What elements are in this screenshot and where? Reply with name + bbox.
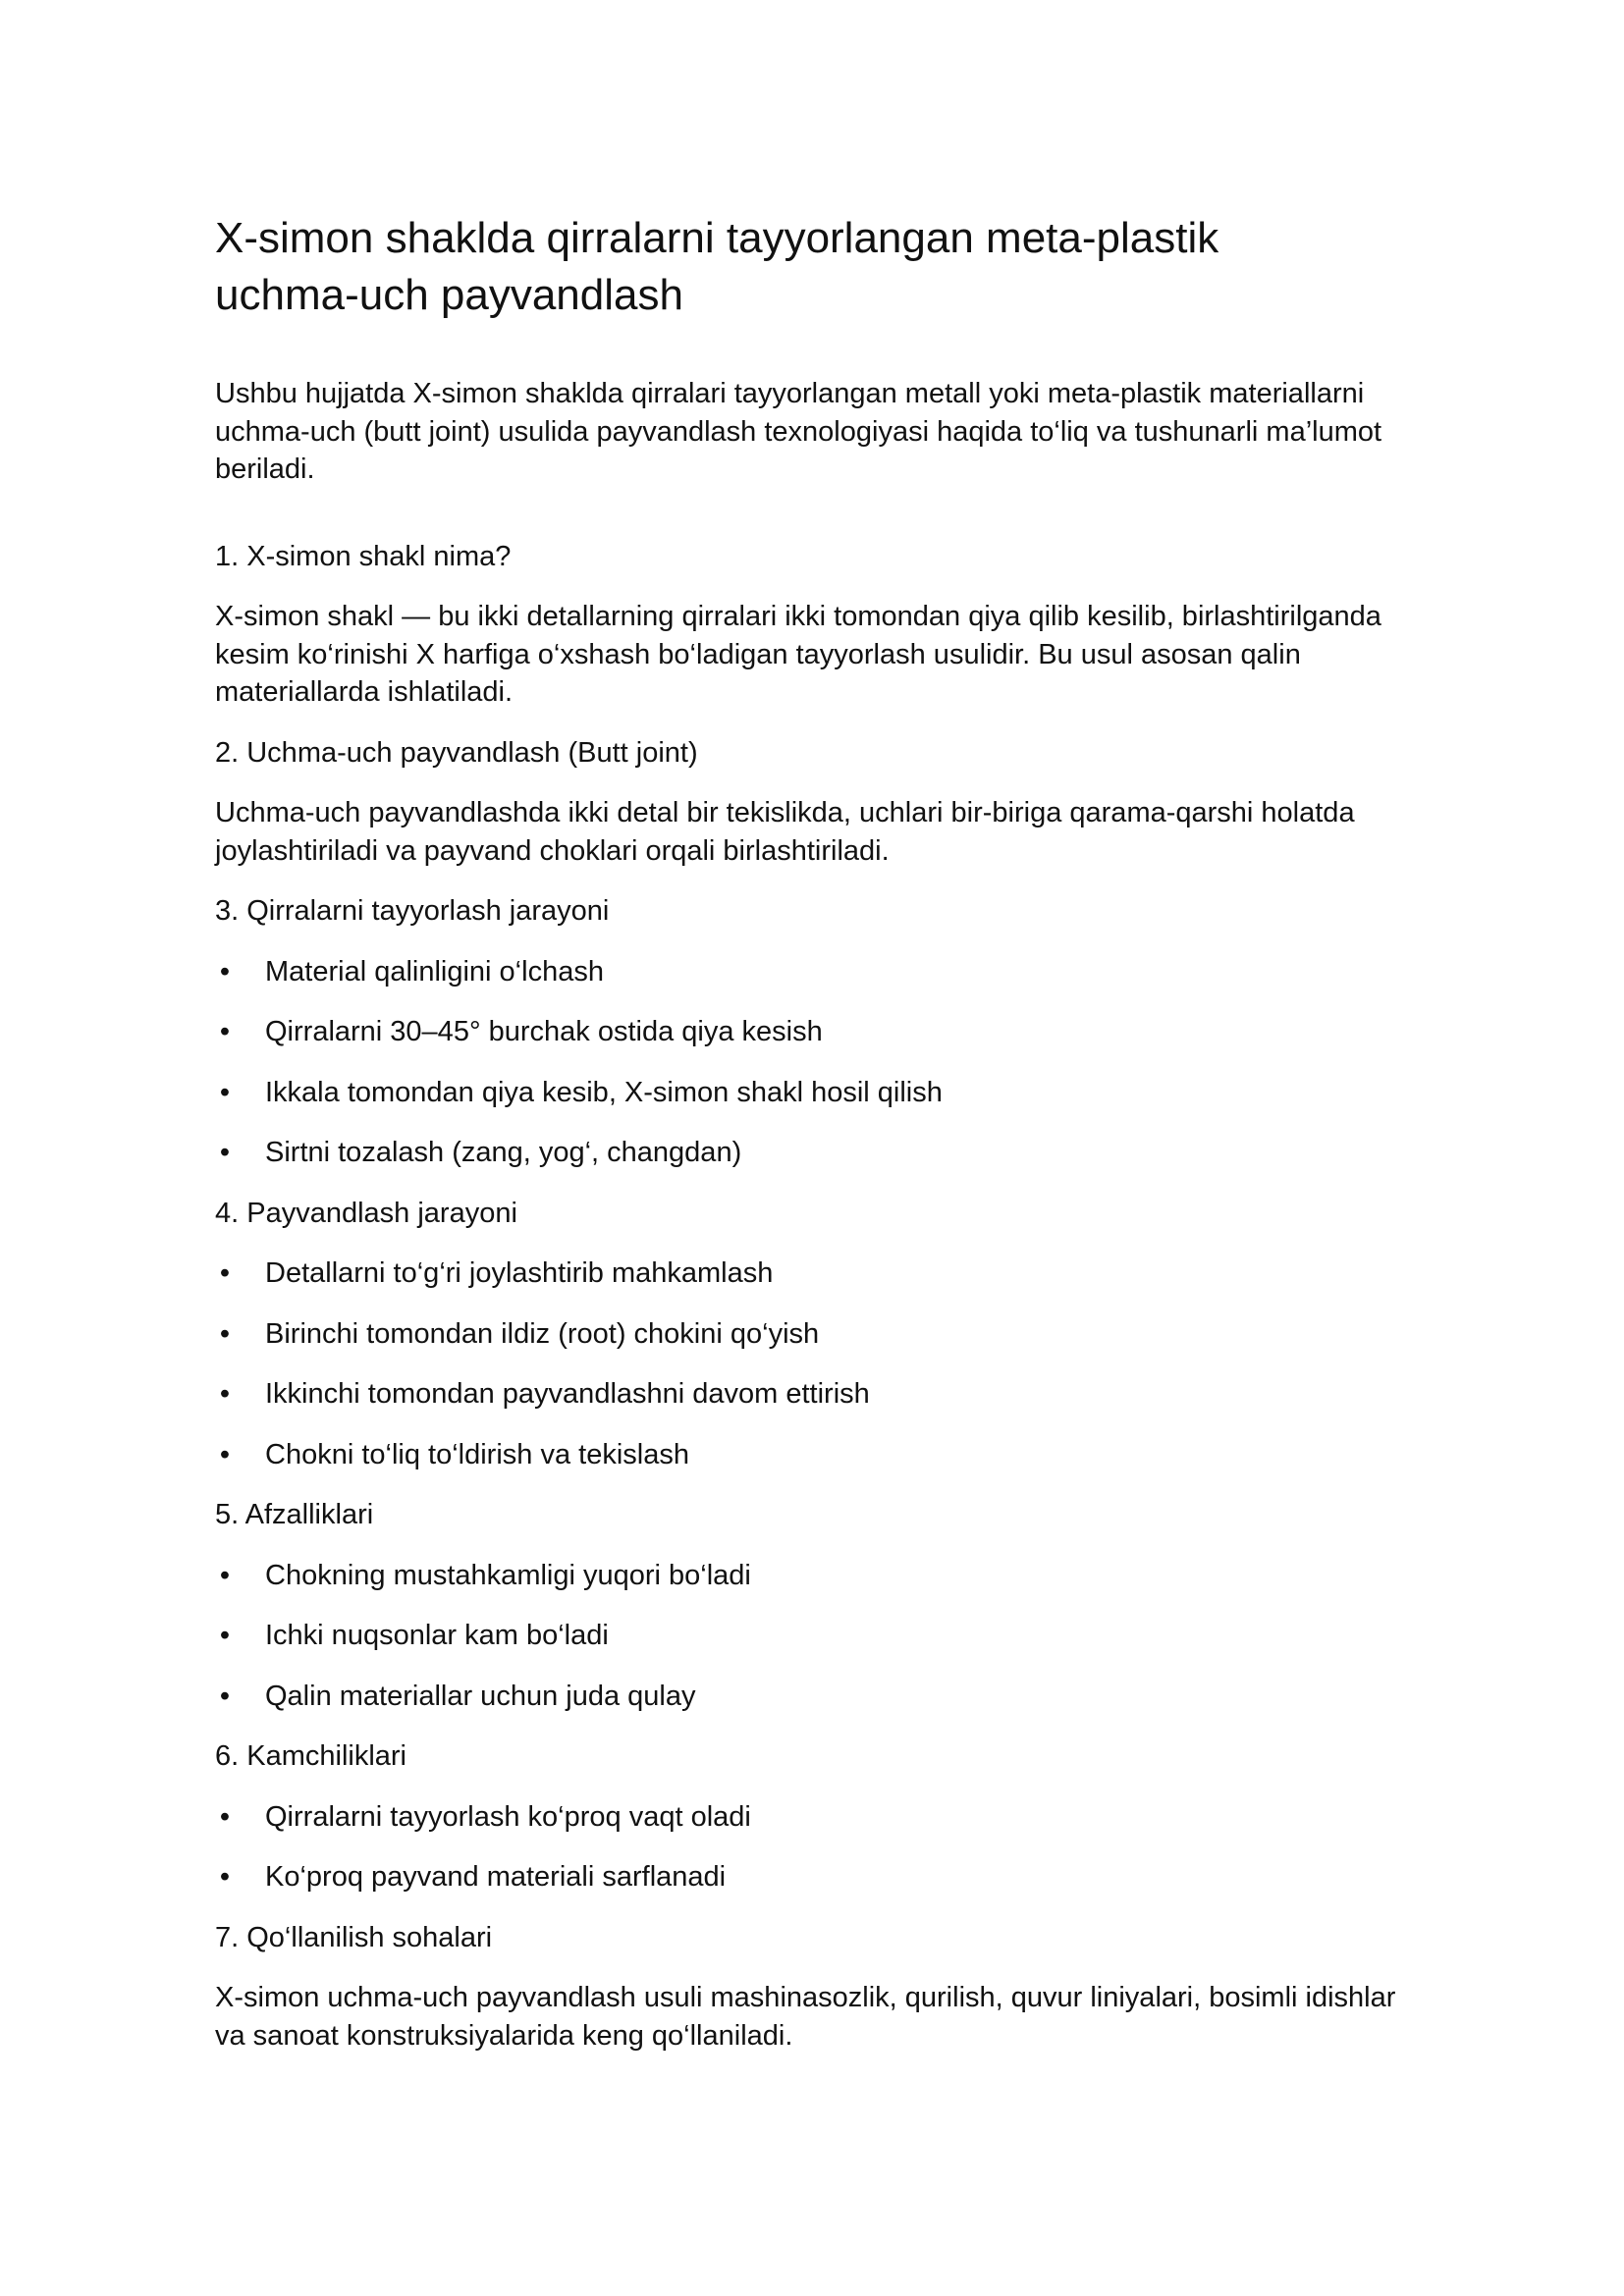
section-paragraph: X-simon shakl — bu ikki detallarning qirralari ikki tomondan qiya qilib kesilib, birlashtirilganda kesim ko‘rinishi X harfiga o‘xshash bo‘ladigan tayyorlash usulidir. Bu usul asosan qalin materiallarda ishlatiladi.	[215, 601, 1381, 708]
section-heading: 1. X-simon shakl nima?	[215, 540, 512, 572]
bullet-icon: •	[219, 1800, 231, 1833]
list-item-text: Birinchi tomondan ildiz (root) chokini qo‘yish	[265, 1317, 820, 1350]
list-item-text: Qirralarni tayyorlash ko‘proq vaqt oladi	[265, 1800, 751, 1833]
list-item	[215, 1315, 1433, 1354]
section-2	[215, 734, 1433, 871]
bullet-icon: •	[219, 1559, 231, 1591]
section-heading: 2. Uchma-uch payvandlash (Butt joint)	[215, 736, 698, 769]
list-item	[215, 953, 1433, 991]
list-item-text: Sirtni tozalash (zang, yog‘, changdan)	[265, 1137, 742, 1168]
section-6	[215, 1737, 1433, 1896]
section-1	[215, 538, 1433, 712]
list-item-text: Ikkala tomondan qiya kesib, X-simon shakl hosil qilish	[265, 1076, 943, 1108]
list-item	[215, 1013, 1433, 1051]
list-item-text: Detallarni to‘g‘ri joylashtirib mahkamlash	[265, 1257, 774, 1289]
document-page	[215, 210, 1433, 2077]
list-item-text: Chokni to‘liq to‘ldirish va tekislash	[265, 1438, 689, 1470]
bullet-icon: •	[219, 1257, 231, 1289]
section-paragraph: X-simon uchma-uch payvandlash usuli mashinasozlik, qurilish, quvur liniyalari, bosimli idishlar va sanoat konstruksiyalarida keng qo‘llaniladi.	[215, 1982, 1396, 2052]
section-5	[215, 1496, 1433, 1715]
bullet-icon: •	[219, 1317, 231, 1350]
list-item	[215, 1557, 1433, 1595]
bullet-icon: •	[219, 1620, 231, 1651]
list-item	[215, 1375, 1433, 1414]
bullet-icon: •	[219, 955, 231, 988]
bullet-icon: •	[219, 1680, 231, 1712]
list-item-text: Ko‘proq payvand materiali sarflanadi	[265, 1861, 727, 1893]
list-item	[215, 1798, 1433, 1837]
section-heading: 6. Kamchiliklari	[215, 1740, 406, 1772]
intro-paragraph: Ushbu hujjatda X-simon shaklda qirralari tayyorlangan metall yoki meta-plastik materiallarni uchma-uch (butt joint) usulida payvandlash texnologiyasi haqida to‘liq va tushunarli ma’lumot beriladi.	[215, 378, 1382, 485]
list-item	[215, 1074, 1433, 1112]
bullet-icon: •	[219, 1076, 231, 1108]
list-item-text: Material qalinligini o‘lchash	[265, 955, 604, 988]
bullet-list	[215, 1255, 1433, 1473]
list-item-text: Chokning mustahkamligi yuqori bo‘ladi	[265, 1559, 751, 1591]
document-title: X-simon shaklda qirralarni tayyorlangan meta-plastik uchma-uch payvandlash	[215, 214, 1219, 319]
bullet-icon: •	[219, 1861, 231, 1893]
bullet-icon: •	[219, 1438, 231, 1470]
section-heading: 5. Afzalliklari	[215, 1499, 374, 1530]
bullet-list	[215, 1557, 1433, 1716]
section-7	[215, 1919, 1433, 2056]
bullet-list	[215, 953, 1433, 1172]
bullet-list	[215, 1798, 1433, 1896]
bullet-icon: •	[219, 1016, 231, 1047]
section-3	[215, 892, 1433, 1172]
list-item-text: Ichki nuqsonlar kam bo‘ladi	[265, 1620, 609, 1651]
section-heading: 3. Qirralarni tayyorlash jarayoni	[215, 895, 610, 927]
list-item	[215, 1436, 1433, 1474]
list-item	[215, 1134, 1433, 1172]
list-item-text: Qalin materiallar uchun juda qulay	[265, 1680, 696, 1712]
bullet-icon: •	[219, 1137, 231, 1168]
list-item-text: Ikkinchi tomondan payvandlashni davom ettirish	[265, 1378, 870, 1410]
section-heading: 7. Qo‘llanilish sohalari	[215, 1921, 493, 1953]
bullet-icon: •	[219, 1378, 231, 1410]
list-item	[215, 1617, 1433, 1655]
section-heading: 4. Payvandlash jarayoni	[215, 1197, 517, 1229]
list-item	[215, 1858, 1433, 1896]
section-paragraph: Uchma-uch payvandlashda ikki detal bir tekislikda, uchlari bir-biriga qarama-qarshi holatda joylashtiriladi va payvand choklari orqali birlashtiriladi.	[215, 797, 1355, 867]
list-item	[215, 1255, 1433, 1293]
list-item	[215, 1678, 1433, 1716]
section-4	[215, 1195, 1433, 1474]
list-item-text: Qirralarni 30–45° burchak ostida qiya kesish	[265, 1016, 823, 1047]
